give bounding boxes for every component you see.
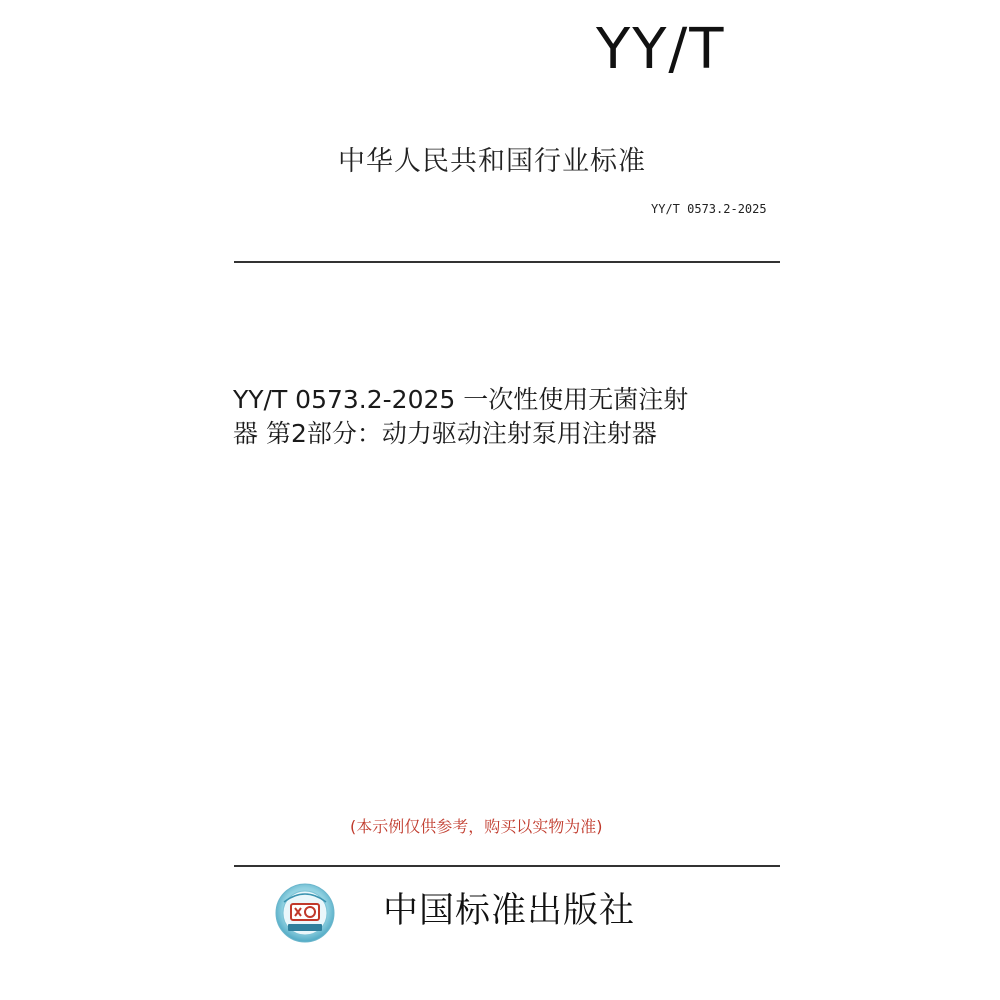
document-title [233,383,783,451]
publisher-name: 中国标准出版社 [383,891,636,931]
disclaimer-text: (本示例仅供参考，购买以实物为准) [350,817,603,836]
bottom-divider [234,865,780,867]
top-divider [234,261,780,263]
document-title-line-2: 器 第2部分：动力驱动注射泵用注射器 [233,419,657,448]
document-title-line-1: YY/T 0573.2-2025 一次性使用无菌注射 [233,385,689,414]
standard-number: YY/T 0573.2-2025 [651,202,767,216]
standard-mark: YY/T [596,17,726,82]
publisher-logo-icon [274,882,336,944]
standard-category: 中华人民共和国行业标准 [338,146,646,177]
